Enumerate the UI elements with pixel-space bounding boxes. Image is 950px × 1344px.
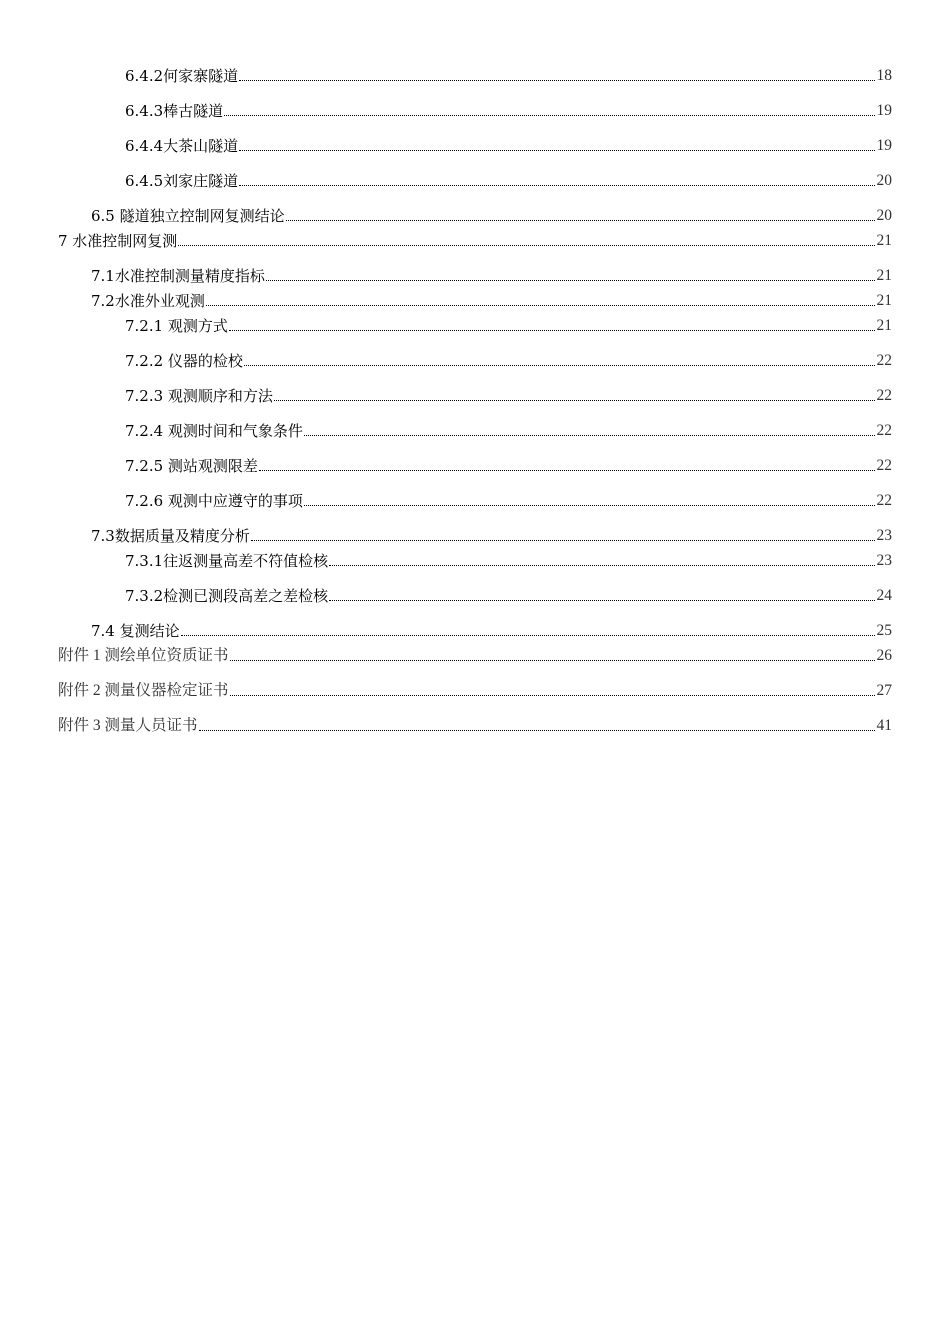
toc-entry-page: 19 (876, 102, 892, 119)
toc-entry-title: 附件 2 测量仪器检定证书 (58, 682, 229, 699)
toc-entry[interactable] (125, 583, 892, 605)
toc-entry-page: 21 (876, 232, 892, 249)
toc-entry-title: 7.3数据质量及精度分析 (91, 527, 250, 545)
toc-entry-title: 7.2.4 观测时间和气象条件 (125, 422, 303, 440)
dot-leader (239, 80, 874, 81)
toc-entry-page: 26 (876, 647, 892, 664)
toc-appendix-entry[interactable] (58, 643, 892, 665)
toc-entry-page: 22 (876, 422, 892, 439)
toc-entry[interactable] (91, 618, 892, 640)
dot-leader (181, 635, 875, 636)
toc-entry-page: 24 (876, 587, 892, 604)
toc-entry-page: 22 (876, 352, 892, 369)
toc-entry-title: 6.4.2何家寨隧道 (125, 67, 239, 85)
toc-entry-title: 6.4.3棒古隧道 (125, 102, 224, 120)
toc-entry-title: 7.2.3 观测顺序和方法 (125, 387, 273, 405)
toc-entry-page: 20 (876, 207, 892, 224)
dot-leader (224, 115, 874, 116)
toc-entry-title: 附件 1 测绘单位资质证书 (58, 647, 229, 664)
toc-entry-title: 7.3.2检测已测段高差之差检核 (125, 587, 329, 605)
toc-entry-page: 22 (876, 387, 892, 404)
dot-leader (199, 730, 875, 731)
toc-entry[interactable] (91, 288, 892, 310)
toc-entry-page: 21 (876, 267, 892, 284)
toc-entry-title: 6.4.4大茶山隧道 (125, 137, 239, 155)
dot-leader (251, 540, 875, 541)
dot-leader (206, 305, 875, 306)
dot-leader (230, 660, 875, 661)
dot-leader (329, 565, 874, 566)
toc-entry-title: 7.3.1往返测量高差不符值检核 (125, 552, 329, 570)
toc-entry-title: 7.2.6 观测中应遵守的事项 (125, 492, 303, 510)
dot-leader (259, 470, 875, 471)
toc-entry-page: 27 (876, 682, 892, 699)
toc-appendix-entry[interactable] (58, 713, 892, 735)
toc-entry-title: 7.4 复测结论 (91, 622, 180, 640)
toc-entry-title: 7.2.1 观测方式 (125, 317, 228, 335)
toc-entry[interactable] (125, 488, 892, 510)
toc-entry-page: 23 (876, 527, 892, 544)
toc-entry-page: 18 (876, 67, 892, 84)
toc-entry-title: 6.4.5刘家庄隧道 (125, 172, 239, 190)
toc-entry[interactable] (58, 228, 892, 250)
toc-entry-page: 41 (876, 717, 892, 734)
dot-leader (178, 245, 874, 246)
toc-entry[interactable] (125, 453, 892, 475)
toc-entry[interactable] (91, 203, 892, 225)
dot-leader (239, 185, 874, 186)
toc-entry-title: 7 水准控制网复测 (58, 232, 178, 250)
dot-leader (244, 365, 875, 366)
toc-entry[interactable] (125, 168, 892, 190)
dot-leader (274, 400, 875, 401)
toc-entry[interactable] (125, 313, 892, 335)
toc-entry-page: 19 (876, 137, 892, 154)
toc-entry[interactable] (125, 98, 892, 120)
toc-entry-title: 7.2水准外业观测 (91, 292, 205, 310)
dot-leader (304, 435, 875, 436)
toc-entry-title: 7.2.2 仪器的检校 (125, 352, 243, 370)
toc-entry-page: 25 (876, 622, 892, 639)
dot-leader (266, 280, 875, 281)
toc-entry[interactable] (125, 418, 892, 440)
toc-entry[interactable] (125, 63, 892, 85)
dot-leader (229, 330, 875, 331)
toc-entry-title: 7.1水准控制测量精度指标 (91, 267, 265, 285)
toc-entry-page: 20 (876, 172, 892, 189)
dot-leader (239, 150, 874, 151)
toc-entry[interactable] (91, 523, 892, 545)
dot-leader (230, 695, 875, 696)
toc-entry-page: 22 (876, 492, 892, 509)
toc-entry[interactable] (125, 383, 892, 405)
toc-entry-title: 7.2.5 测站观测限差 (125, 457, 258, 475)
toc-entry-page: 22 (876, 457, 892, 474)
toc-entry[interactable] (91, 263, 892, 285)
toc-entry-title: 6.5 隧道独立控制网复测结论 (91, 207, 285, 225)
toc-entry-page: 21 (876, 292, 892, 309)
toc-entry-page: 23 (876, 552, 892, 569)
toc-entry-page: 21 (876, 317, 892, 334)
toc-entry[interactable] (125, 133, 892, 155)
toc-entry[interactable] (125, 548, 892, 570)
toc-appendix-entry[interactable] (58, 678, 892, 700)
dot-leader (329, 600, 874, 601)
dot-leader (286, 220, 875, 221)
toc-entry-title: 附件 3 测量人员证书 (58, 717, 198, 734)
dot-leader (304, 505, 875, 506)
toc-entry[interactable] (125, 348, 892, 370)
